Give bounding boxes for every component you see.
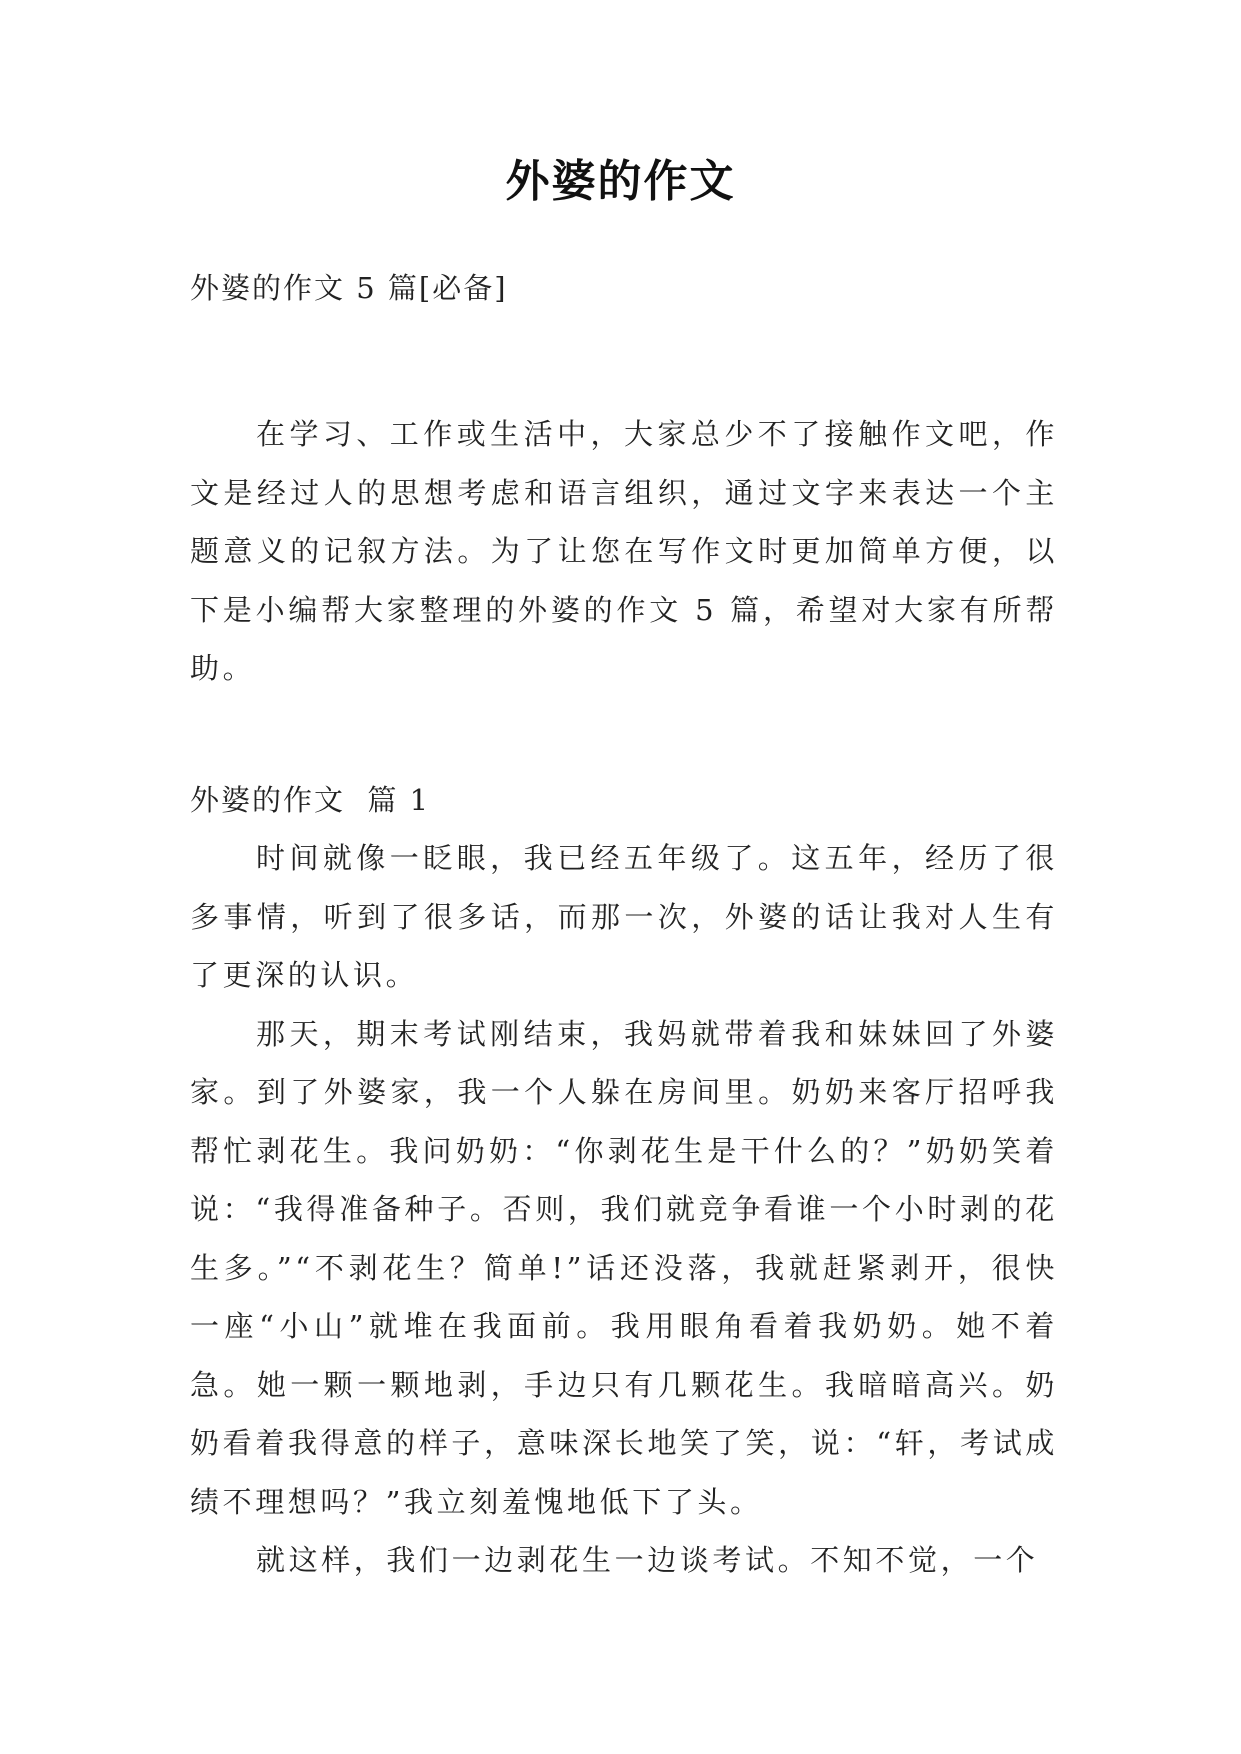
- intro-paragraph: 在学习、工作或生活中，大家总少不了接触作文吧，作文是经过人的思想考虑和语言组织，通过文字来表达一个主题意义的记叙方法。为了让您在写作文时更加简单方便，以下是小编帮大家整理的外婆的作文 5 篇，希望对大家有所帮助。: [190, 417, 1058, 685]
- document-body: [190, 405, 1058, 1590]
- document-title: 外婆的作文: [505, 156, 736, 207]
- body-paragraph-1: 时间就像一眨眼，我已经五年级了。这五年，经历了很多事情，听到了很多话，而那一次，外婆的话让我对人生有了更深的认识。: [190, 841, 1058, 992]
- document-subtitle: 外婆的作文 5 篇[必备]: [190, 271, 508, 305]
- body-paragraph-2: 那天，期末考试刚结束，我妈就带着我和妹妹回了外婆家。到了外婆家，我一个人躲在房间里。奶奶来客厅招呼我帮忙剥花生。我问奶奶：“你剥花生是干什么的？”奶奶笑着说：“我得准备种子。否则，我们就竞争看谁一个小时剥的花生多。”“不剥花生？简单!”话还没落，我就赶紧剥开，很快一座“小山”就堆在我面前。我用眼角看着我奶奶。她不着急。她一颗一颗地剥，手边只有几颗花生。我暗暗高兴。奶奶看着我得意的样子，意味深长地笑了笑，说：“轩，考试成绩不理想吗？”我立刻羞愧地低下了头。: [190, 1016, 1058, 1519]
- body-paragraph-3: 就这样，我们一边剥花生一边谈考试。不知不觉，一个: [256, 1543, 1039, 1577]
- section-heading: 外婆的作文 篇 1: [190, 782, 431, 817]
